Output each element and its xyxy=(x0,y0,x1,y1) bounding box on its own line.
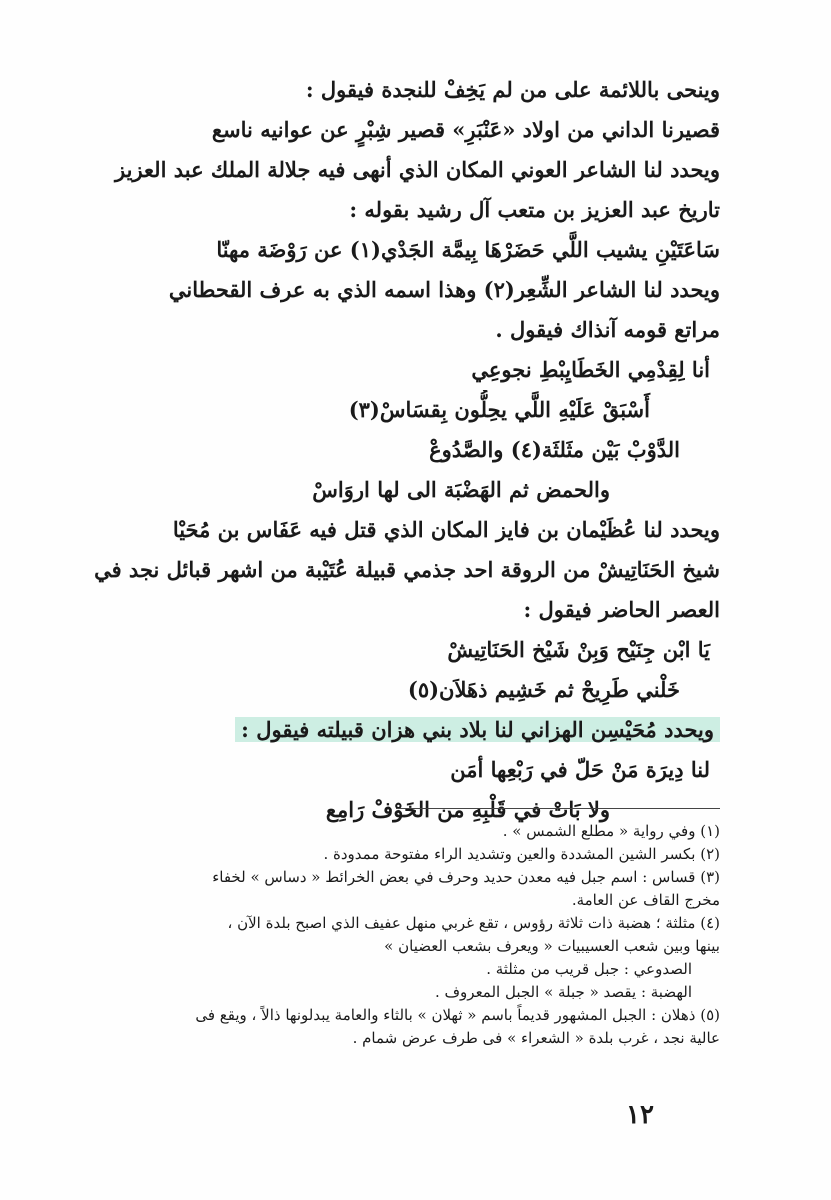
verse-line: ولا بَاتْ في قَلْبِهِ من الخَوْفْ رَامِع xyxy=(325,797,610,822)
footnote: مخرج القاف عن العامة. xyxy=(571,891,720,909)
footnote: الصدوعي : جبل قريب من مثلثة . xyxy=(486,960,692,978)
text-line: شيخ الحَنَاتِيشْ من الروقة احد جذمي قبيلة عُتَيْبة من اشهر قبائل نجد في xyxy=(94,557,720,582)
text-line: قصيرنا الداني من اولاد «عَنْبَرِ» قصير شِبْرٍ عن عوانيه ناسع xyxy=(211,117,720,142)
footnote: عالية نجد ، غرب بلدة « الشعراء » فى طرف عرض شمام . xyxy=(352,1029,720,1047)
page-number: ١٢ xyxy=(626,1100,654,1130)
text-line: العصر الحاضر فيقول : xyxy=(523,597,720,622)
verse-line: أنا لِقِدْمِي الخَطَايِبْطِ نجوعِي xyxy=(471,357,710,382)
highlighted-text[interactable]: ويحدد مُحَيْسِن الهزاني لنا بلاد بني هزان قبيلته فيقول : xyxy=(235,717,720,742)
footnote: (١) وفي رواية « مطلع الشمس » . xyxy=(502,822,720,840)
verse-line: خَلْني طَرِيحْ ثم خَشِيم ذهَلاَن(٥) xyxy=(407,677,680,702)
footnote: بينها وبين شعب العسيبيات « ويعرف بشعب العضيان » xyxy=(384,937,720,955)
verse-line: والحمض ثم الهَضْبَة الى لها اروَاسْ xyxy=(312,477,610,502)
footnote: (٥) ذهلان : الجبل المشهور قديماً باسم « ثهلان » بالثاء والعامة يبدلونها ذالاً ، ويقع فى xyxy=(195,1006,720,1024)
footnote: (٤) مثلثة ؛ هضبة ذات ثلاثة رؤوس ، تقع غربي منهل عفيف الذي اصبح بلدة الآن ، xyxy=(227,914,720,932)
main-text xyxy=(70,70,720,830)
text-line: وينحى باللائمة على من لم يَخِفْ للنجدة فيقول : xyxy=(305,77,720,102)
text-line: ويحدد لنا عُظَيْمان بن فايز المكان الذي قتل فيه عَفَاس بن مُحَيْا xyxy=(172,517,720,542)
text-line: سَاعَتَيْنِ يشيب اللَّي حَضَرْهَا بِيمَّة الجَدْي(١) عن رَوْضَة مهنّا xyxy=(216,237,720,262)
text-line: ويحدد لنا الشاعر العوني المكان الذي أنهى فيه جلالة الملك عبد العزيز xyxy=(115,157,720,182)
text-line: ويحدد لنا الشاعر الشِّعِر(٢) وهذا اسمه الذي به عرف القحطاني xyxy=(168,277,720,302)
text-line: مراتع قومه آنذاك فيقول . xyxy=(495,317,720,342)
highlighted-line xyxy=(70,710,720,750)
footnote: (٢) بكسر الشين المشددة والعين وتشديد الراء مفتوحة ممدودة . xyxy=(323,845,720,863)
verse-line: لنا دِيرَة مَنْ حَلّ في رَبْعِها أمَن xyxy=(450,757,710,782)
verse-line: الدَّوْبْ بَيْن مثَلثَة(٤) والصَّدُوعْ xyxy=(429,437,680,462)
verse-line: أَسْبَقْ عَلَيْهِ اللَّي يحِلُّون بِقسَاسْ(٣) xyxy=(348,397,650,422)
text-line: تاريخ عبد العزيز بن متعب آل رشيد بقوله : xyxy=(349,197,720,222)
footnote: الهضبة : يقصد « جبلة » الجبل المعروف . xyxy=(434,983,692,1001)
verse-line: يَا ابْن جِنَيْح وَبِنْ شَيْخ الحَنَاتِيشْ xyxy=(447,637,710,662)
footnote-separator xyxy=(396,808,720,809)
footnote: (٣) قساس : اسم جبل فيه معدن حديد وحرف في بعض الخرائط « دساس » لخفاء xyxy=(212,868,720,886)
footnotes xyxy=(70,820,720,1050)
